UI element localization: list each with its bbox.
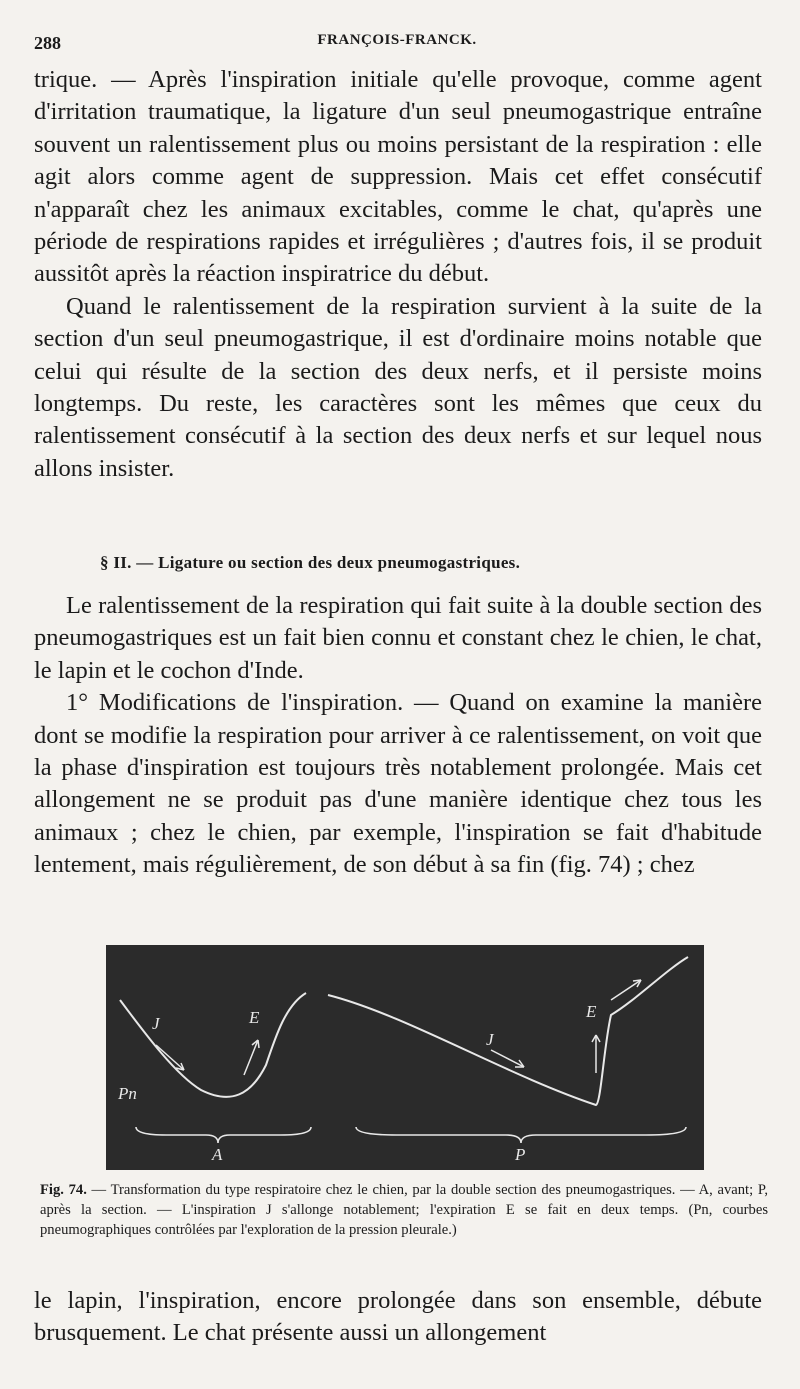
- paragraph: Quand le ralentissement de la respiration survient à la suite de la section d'un seul pneumogastrique, il est d'ordinaire moins notable que celui qui résulte de la section des deux nerfs, et il persiste moins longtemps. Du reste, les caractères sont les mêmes que ceux du ralentissement consécutif à la section des deux nerfs et sur lequel nous allons insister.: [34, 292, 762, 482]
- trace-before-section: [120, 993, 306, 1097]
- figure-74-pneumograph: [106, 945, 704, 1170]
- paragraph: Le ralentissement de la respiration qui fait suite à la double section des pneumogastriques est un fait bien connu et constant chez le chien, le chat, le lapin et le cochon d'Inde.: [34, 592, 762, 684]
- text-block-bottom: [34, 1285, 762, 1350]
- label-j-before: J: [152, 1014, 160, 1033]
- page-number: 288: [34, 33, 61, 53]
- paragraph: le lapin, l'inspiration, encore prolongée dans son ensemble, débute brusquement. Le chat présente aussi un allongement: [34, 1287, 762, 1347]
- arrow-inspiration-a: [156, 1045, 184, 1070]
- page-header: [34, 30, 760, 56]
- brace-p: [356, 1127, 686, 1143]
- label-e-before: E: [249, 1008, 260, 1027]
- label-p: P: [515, 1145, 526, 1164]
- text-block-top: [34, 64, 762, 485]
- paragraph: trique. — Après l'inspiration initiale qu'elle provoque, comme agent d'irritation traumatique, la ligature d'un seul pneumogastrique entraîne souvent un ralentissement plus ou moins persistant de la respiration : elle agit alors comme agent de suppression. Mais cet effet consécutif n'apparaît chez les animaux excitables, comme le chat, qu'après une période de respirations rapides et irrégulières ; d'autres fois, il se produit aussitôt après la réaction inspiratrice du début.: [34, 66, 762, 288]
- label-e-after: E: [586, 1002, 597, 1021]
- label-pn: Pn: [118, 1084, 137, 1103]
- brace-a: [136, 1127, 311, 1143]
- caption-text: — Transformation du type respiratoire chez le chien, par la double section des pneumogastriques. — A, avant; P, après la section. — L'inspiration J s'allonge notablement; l'expiration E se fait en deux temps. (Pn, courbes pneumographiques contrôlées par l'exploration de la pression pleurale.): [40, 1182, 768, 1238]
- paragraph: 1° Modifications de l'inspiration. — Quand on examine la manière dont se modifie la respiration pour arriver à ce ralentissement, on voit que la phase d'inspiration est toujours très notablement prolongée. Mais cet allongement ne se produit pas d'une manière identique chez tous les animaux ; chez le chien, par exemple, l'inspiration se fait d'habitude lentement, mais régulièrement, de son début à sa fin (fig. 74) ; chez: [34, 689, 762, 879]
- section-title: § II. — Ligature ou section des deux pneumogastriques.: [100, 553, 521, 572]
- text-block-middle: [34, 590, 762, 882]
- trace-after-section: [328, 957, 688, 1105]
- figure-caption: [40, 1180, 768, 1240]
- label-a: A: [212, 1145, 223, 1164]
- running-head: FRANÇOIS-FRANCK.: [317, 32, 477, 48]
- caption-label: Fig. 74.: [40, 1182, 87, 1198]
- arrow-expiration-a: [244, 1040, 258, 1075]
- pneumograph-traces: [106, 945, 704, 1170]
- label-j-after: J: [486, 1030, 494, 1049]
